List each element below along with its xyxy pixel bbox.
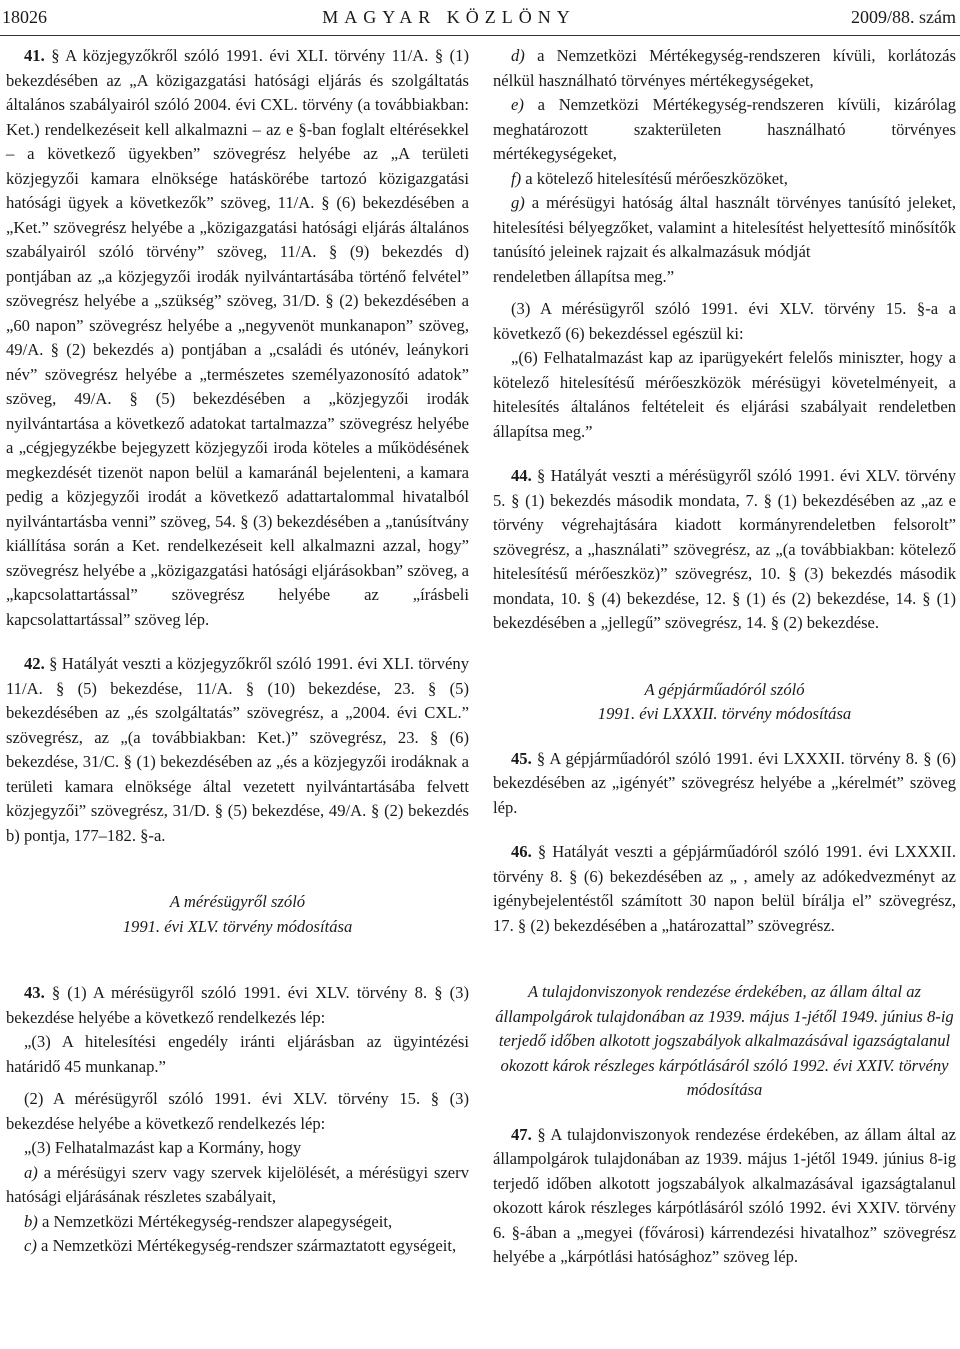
item-letter: b) (24, 1211, 38, 1231)
list-item (493, 44, 956, 93)
section-text: § A közjegyzőkről szóló 1991. évi XLI. törvény 11/A. § (1) bekezdésében az „A közigazgatási hatósági eljárás és szolgáltatás általános szabályairól szóló 2004. évi CXL. törvény (a továbbiakban: Ket.) rendelkezéseit kell alkalmazni – az e §-ban foglalt eltérésekkel – a következő ügyekben” szövegrész helyébe az „A területi közjegyzői kamara elnöksége hatáskörébe tartozó közigazgatási hatósági ügyek a következők” szöveg, 11/A. § (6) bekezdésében a „Ket.” szövegrész helyébe a „közigazgatási hatósági eljárás általános szabályairól szóló törvény” szöveg, 11/A. § (9) bekezdés d) pontjában az „a közjegyzői irodák nyilvántartásába történő felvétel” szövegrész helyébe a „szükség” szöveg, 31/D. § (2) bekezdésében a „60 napon” szövegrész helyébe a „negyvenöt munkanapon” szöveg, 49/A. § (2) bekezdés a) pontjában a „családi és utónév, leánykori név” szövegrész helyébe a „természetes személyazonosító adatok” szöveg, 49/A. § (5) bekezdésében a „közjegyzői irodák nyilvántartása a következő adatokat tartalmazza” szövegrész helyébe a „cégjegyzékbe bejegyzett közjegyzői iroda köteles a működésének megkezdését tizenöt napon belül a kamaránál bejelenteni, a kamara pedig a közjegyzői irodát a következő adattartalommal hivatalból nyilvántartásba venni” szöveg, 54. § (3) bekezdésében a „tanúsítvány kiállítása során a Ket. rendelkezéseit kell alkalmazni azzal, hogy” szövegrész helyébe a „közigazgatási hatósági eljárásokban” szöveg, a „kapcsolattartással” szövegrész helyébe az „írásbeli kapcsolattartással” szöveg lép. (6, 46, 469, 629)
right-column (493, 44, 956, 1270)
page-header (0, 0, 960, 36)
section-number: 44. (511, 466, 532, 485)
item-letter: a) (24, 1162, 38, 1182)
item-text: a mérésügyi szerv vagy szervek kijelölését, a mérésügyi szerv hatósági eljárásának részletes szabályait, (6, 1162, 469, 1206)
section-text: § Hatályát veszti a közjegyzőkről szóló 1991. évi XLI. törvény 11/A. § (5) bekezdése, 11/A. § (10) bekezdése, 23. § (5) bekezdésében az „és szolgáltatás” szövegrész, a „2004. évi CXL.” szövegrész, az „(a továbbiakban: Ket.)” szövegrész, 23. § (6) bekezdése, 31/C. § (1) bekezdésében az „és a közjegyzői irodáknak a területi kamara elnöksége által vezetett nyilvántartásába felvett közjegyzői” szövegrész, 31/D. § (5) bekezdése, 49/A. § (2) bekezdés b) pontja, 177–182. §-a. (6, 654, 469, 845)
chapter-heading: A tulajdonviszonyok rendezése érdekében, az állam által az állampolgárok tulajdonában az 1939. május 1-jétől 1949. június 8-ig terjedő időben alkotott jogszabályok alkalmazásával igazságtalanul okozott károk részleges kárpótlásáról szóló 1992. évi XXIV. törvény módosítása (495, 982, 954, 1099)
chapter-heading-line: 1991. évi XLV. törvény módosítása (122, 916, 353, 936)
item-text: a Nemzetközi Mértékegység-rendszer származtatott egységeit, (36, 1236, 457, 1255)
subsection-paragraph: (3) A mérésügyről szóló 1991. évi XLV. törvény 15. §-a a következő (6) bekezdéssel egészül ki: (493, 299, 956, 343)
item-text: a Nemzetközi Mértékegység-rendszer alapegységeit, (37, 1211, 393, 1231)
section-44 (493, 464, 956, 636)
section-text: § A gépjárműadóról szóló 1991. évi LXXXII. törvény 8. § (6) bekezdésében az „igényét” szövegrész helyébe a „kérelmét” szöveg lép. (493, 748, 956, 817)
item-letter: d) (511, 46, 525, 65)
quoted-provision: „(6) Felhatalmazást kap az iparügyekért felelős miniszter, hogy a kötelező hitelesítésű mérőeszközök mérésügyi követelményeit, a hitelesítés általános feltételeit és eljárási szabályait rendeletben állapítsa meg.” (493, 348, 956, 441)
item-text: a Nemzetközi Mértékegység-rendszeren kívüli, kizárólag meghatározott szakterületen használható törvényes mértékegységeket, (493, 95, 956, 163)
section-text: § (1) A mérésügyről szóló 1991. évi XLV. törvény 8. § (3) bekezdése helyébe a következő rendelkezés lép: (6, 983, 469, 1027)
chapter-heading-line: 1991. évi LXXXII. törvény módosítása (597, 704, 852, 723)
section-number: 47. (511, 1124, 532, 1144)
item-letter: e) (511, 95, 524, 114)
list-closing: rendeletben állapítsa meg.” (493, 266, 675, 286)
section-46 (493, 840, 956, 938)
item-text: a kötelező hitelesítésű mérőeszközöket, (521, 168, 788, 188)
page-number: 18026 (2, 7, 47, 27)
section-text: § A tulajdonviszonyok rendezése érdekében, az állam által az állampolgárok tulajdonában az 1939. május 1-jétől 1949. június 8-ig terjedő időben alkotott jogszabályok alkalmazásával igazságtalanul okozott károk részleges kárpótlásáról szóló 1992. évi XXIV. törvény 6. §-ában a „megyei (fővárosi) kárrendezési hivatalhoz” szövegrész helyébe a „kárpótlási hatósághoz” szöveg lép. (493, 1124, 956, 1266)
list-item (6, 1234, 469, 1259)
quoted-provision: „(3) A hitelesítési engedély iránti eljárásban az ügyintézési határidő 45 munkanap.” (6, 1032, 469, 1076)
section-number: 42. (24, 654, 45, 673)
section-45 (493, 747, 956, 821)
item-text: a mérésügyi hatóság által használt törvényes tanúsító jeleket, hitelesítési bélyegzőket, valamint a hitelesítést helyettesítő minősítők tanúsító jeleinek rajzait és alkalmazásuk módját (493, 193, 956, 261)
section-47 (493, 1123, 956, 1270)
item-letter: f) (511, 168, 522, 188)
section-number: 46. (511, 842, 532, 861)
item-letter: c) (24, 1236, 37, 1255)
section-42 (6, 652, 469, 848)
list-item (493, 93, 956, 167)
publication-title: MAGYAR KÖZLÖNY (322, 7, 576, 27)
quoted-provision: „(3) Felhatalmazást kap a Kormány, hogy (24, 1138, 302, 1157)
subsection-paragraph: (2) A mérésügyről szóló 1991. évi XLV. törvény 15. § (3) bekezdése helyébe a következő rendelkezés lép: (6, 1089, 469, 1133)
item-letter: g) (511, 193, 525, 212)
issue-number: 2009/88. szám (851, 7, 956, 27)
list-item (493, 167, 956, 192)
section-41 (6, 44, 469, 632)
section-43 (6, 981, 469, 1030)
chapter-heading-line: A mérésügyről szóló (169, 892, 306, 911)
section-number: 41. (24, 46, 45, 65)
section-text: § Hatályát veszti a mérésügyről szóló 1991. évi XLV. törvény 5. § (1) bekezdés második mondata, 7. § (1) bekezdésében az „az e törvény végrehajtására kiadott kormányrendeletben felsorolt” szövegrész, a „használati” szövegrész, az „(a továbbiakban: kötelező hitelesítésű mérőeszköz)” szövegrész, 10. § (3) bekezdés második mondata, 10. § (4) bekezdése, 12. § (1) és (2) bekezdése, 14. § (1) bekezdésében a „jellegű” szövegrész, 14. § (2) bekezdése. (493, 466, 956, 632)
chapter-heading-line: A gépjárműadóról szóló (644, 679, 805, 699)
list-item (6, 1161, 469, 1210)
section-number: 43. (24, 983, 45, 1002)
list-item (493, 191, 956, 265)
left-column (6, 44, 469, 1259)
list-item (6, 1210, 469, 1235)
section-text: § Hatályát veszti a gépjárműadóról szóló 1991. évi LXXXII. törvény 8. § (6) bekezdésében az „ , amely az adókedvezményt az igénybejelentéstől számított 30 napon belül bírálja el” szövegrész, 17. § (2) bekezdésében a „határozattal” szövegrész. (493, 842, 956, 935)
section-number: 45. (511, 748, 532, 768)
item-text: a Nemzetközi Mértékegység-rendszeren kívüli, korlátozás nélkül használható törvényes mértékegységeket, (493, 46, 956, 90)
